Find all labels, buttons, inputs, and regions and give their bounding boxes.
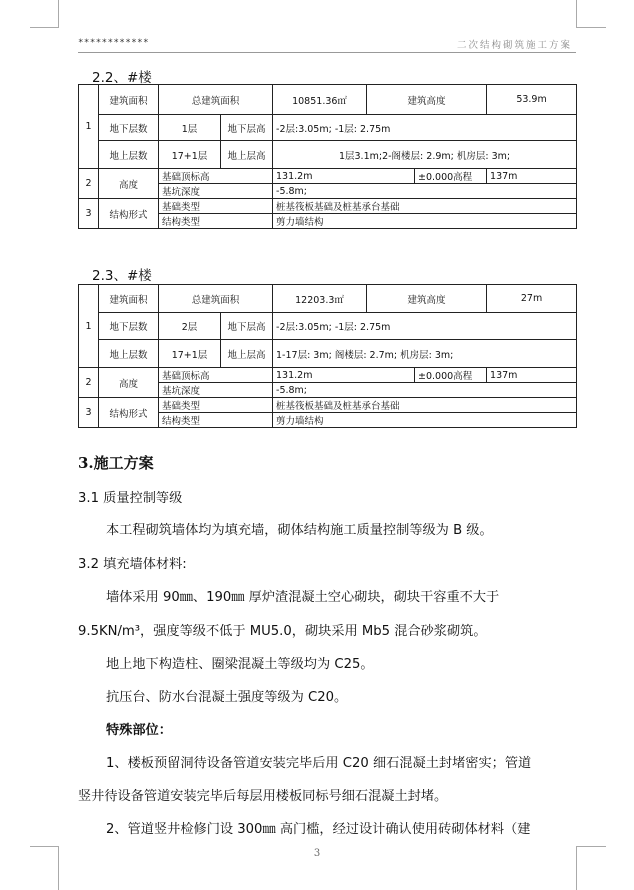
row-number: 1 <box>79 85 99 169</box>
table-cell: 高度 <box>99 368 159 398</box>
paragraph: 2、管道竖井检修门设 300㎜ 高门槛，经过设计确认使用砖砌体材料（建 <box>106 822 531 837</box>
table-cell: 结构类型 <box>159 413 273 428</box>
chapter-heading: 3.施工方案 <box>78 454 154 472</box>
paragraph: 地上地下构造柱、圈梁混凝土等级均为 C25。 <box>106 657 374 672</box>
table-cell: -2层:3.05m; -1层: 2.75m <box>273 115 577 141</box>
table-cell: 剪力墙结构 <box>273 413 577 428</box>
table-cell: 结构类型 <box>159 214 273 229</box>
paragraph: 抗压台、防水台混凝土强度等级为 C20。 <box>106 690 348 705</box>
paragraph: 1、楼板预留洞待设备管道安装完毕后用 C20 细石混凝土封堵密实；管道 <box>106 756 532 771</box>
page-number: 3 <box>313 848 321 859</box>
row-number: 3 <box>79 398 99 428</box>
subsection-heading: 3.1 质量控制等级 <box>78 491 183 506</box>
crop-mark <box>30 27 58 28</box>
table-cell: 地上层高 <box>221 340 273 368</box>
table-cell: 地下层高 <box>221 313 273 340</box>
table-cell: 结构形式 <box>99 398 159 428</box>
table-cell: 17+1层 <box>159 340 221 368</box>
table-cell: 27m <box>487 285 577 313</box>
table-cell: -5.8m; <box>273 383 577 398</box>
crop-mark <box>30 846 58 847</box>
table-cell: 总建筑面积 <box>159 285 273 313</box>
table-cell: 2层 <box>159 313 221 340</box>
table-cell: 剪力墙结构 <box>273 214 577 229</box>
section-heading: 2.2、#楼 <box>92 70 152 86</box>
table-cell: 基坑深度 <box>159 184 273 199</box>
crop-mark <box>576 0 577 28</box>
table-cell: 地下层数 <box>99 313 159 340</box>
table-cell: 17+1层 <box>159 141 221 169</box>
table-cell: 总建筑面积 <box>159 85 273 115</box>
table-cell: 建筑高度 <box>367 285 487 313</box>
table-cell: 建筑面积 <box>99 285 159 313</box>
table-cell: 131.2m <box>273 368 415 383</box>
table-cell: 地上层高 <box>221 141 273 169</box>
table-cell: 地下层高 <box>221 115 273 141</box>
crop-mark <box>576 27 606 28</box>
table-cell: 1-17层: 3m; 阁楼层: 2.7m; 机房层: 3m; <box>273 340 577 368</box>
table-cell: 高度 <box>99 169 159 199</box>
table-cell: 1层 <box>159 115 221 141</box>
special-heading: 特殊部位： <box>106 723 172 738</box>
building-spec-table <box>78 284 577 428</box>
table-cell: 137m <box>487 169 577 184</box>
table-cell: 基础顶标高 <box>159 368 273 383</box>
paragraph: 本工程砌筑墙体均为填充墙，砌体结构施工质量控制等级为 B 级。 <box>106 523 493 538</box>
header-code: ************ <box>78 38 150 48</box>
table-cell: 10851.36㎡ <box>273 85 367 115</box>
table-cell: 基坑深度 <box>159 383 273 398</box>
table-cell: 1层3.1m;2-阁楼层: 2.9m; 机房层: 3m; <box>273 141 577 169</box>
table-cell: 137m <box>487 368 577 383</box>
table-cell: 53.9m <box>487 85 577 115</box>
table-cell: ±0.000高程 <box>415 368 487 383</box>
table-cell: 12203.3㎡ <box>273 285 367 313</box>
table-cell: 基础类型 <box>159 199 273 214</box>
paragraph: 竖井待设备管道安装完毕后每层用楼板同标号细石混凝土封堵。 <box>78 789 448 804</box>
table-cell: 建筑高度 <box>367 85 487 115</box>
paragraph: 9.5KN/m³，强度等级不低于 MU5.0，砌块采用 Mb5 混合砂浆砌筑。 <box>78 624 487 639</box>
table-cell: -5.8m; <box>273 184 577 199</box>
section-heading: 2.3、#楼 <box>92 268 152 284</box>
crop-mark <box>576 846 606 847</box>
table-cell: -2层:3.05m; -1层: 2.75m <box>273 313 577 340</box>
paragraph: 墙体采用 90㎜、190㎜ 厚炉渣混凝土空心砌块，砌块干容重不大于 <box>106 590 500 605</box>
table-cell: 地上层数 <box>99 141 159 169</box>
crop-mark <box>58 0 59 28</box>
row-number: 2 <box>79 368 99 398</box>
table-cell: 桩基筏板基础及桩基承台基础 <box>273 199 577 214</box>
row-number: 1 <box>79 285 99 368</box>
building-spec-table <box>78 84 577 229</box>
table-cell: 基础类型 <box>159 398 273 413</box>
table-cell: 基础顶标高 <box>159 169 273 184</box>
table-cell: 地上层数 <box>99 340 159 368</box>
header-rule <box>78 52 576 53</box>
table-cell: 结构形式 <box>99 199 159 229</box>
table-cell: 桩基筏板基础及桩基承台基础 <box>273 398 577 413</box>
table-cell: 131.2m <box>273 169 415 184</box>
table-cell: ±0.000高程 <box>415 169 487 184</box>
row-number: 3 <box>79 199 99 229</box>
table-cell: 地下层数 <box>99 115 159 141</box>
subsection-heading: 3.2 填充墙体材料: <box>78 557 187 572</box>
row-number: 2 <box>79 169 99 199</box>
table-cell: 建筑面积 <box>99 85 159 115</box>
header-title: 二次结构砌筑施工方案 <box>456 40 572 51</box>
